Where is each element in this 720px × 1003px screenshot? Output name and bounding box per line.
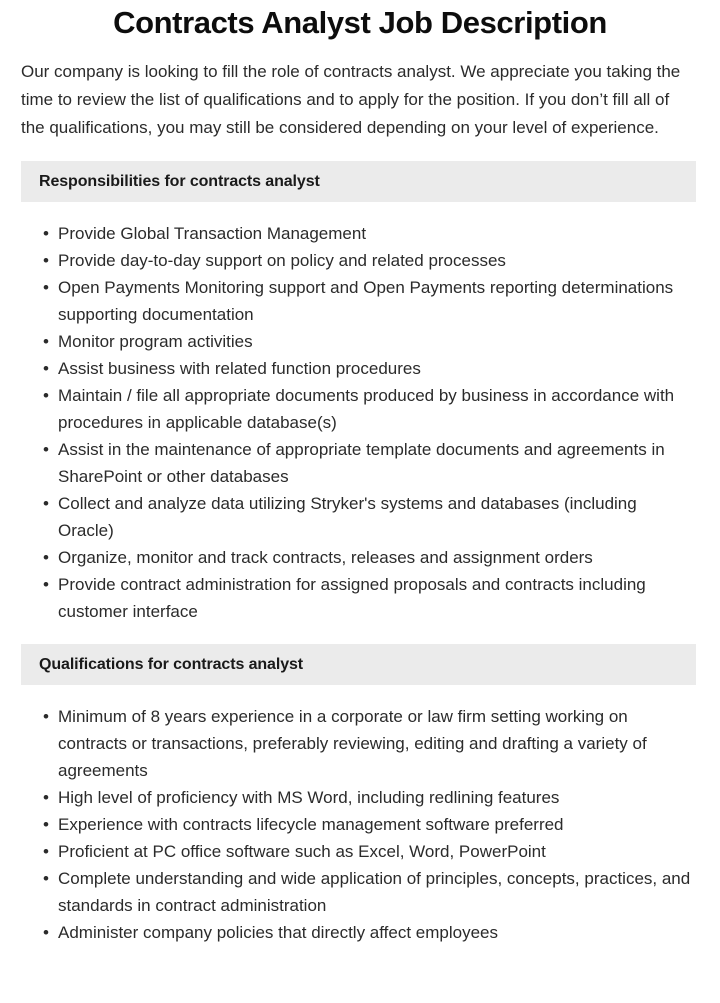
list-item-text: Monitor program activities	[58, 332, 253, 351]
list-item	[43, 919, 692, 946]
list-item-text: Complete understanding and wide application of principles, concepts, practices, and standards in contract administration	[58, 869, 691, 915]
bullet-icon: •	[43, 332, 49, 351]
list-item-text: Provide contract administration for assigned proposals and contracts including customer interface	[58, 575, 646, 621]
list-item	[43, 436, 692, 490]
list-item-text: Assist business with related function procedures	[58, 359, 421, 378]
list-item-text: Maintain / file all appropriate documents produced by business in accordance with procedures in applicable database(s)	[58, 386, 675, 432]
list-item	[43, 571, 692, 625]
bullet-icon: •	[43, 815, 49, 834]
list-item	[43, 220, 692, 247]
list-item	[43, 382, 692, 436]
responsibilities-list	[0, 202, 720, 625]
section-responsibilities	[0, 161, 720, 625]
bullet-icon: •	[43, 548, 49, 567]
list-item-text: High level of proficiency with MS Word, including redlining features	[58, 788, 560, 807]
section-heading-label: Responsibilities for contracts analyst	[39, 172, 320, 190]
section-qualifications	[0, 644, 720, 946]
bullet-icon: •	[43, 386, 49, 405]
list-item	[43, 274, 692, 328]
list-item	[43, 838, 692, 865]
list-item-text: Provide day-to-day support on policy and related processes	[58, 251, 506, 270]
list-item	[43, 703, 692, 784]
bullet-icon: •	[43, 788, 49, 807]
bullet-icon: •	[43, 923, 49, 942]
list-item-text: Collect and analyze data utilizing Stryker's systems and databases (including Oracle)	[58, 494, 637, 540]
bullet-icon: •	[43, 494, 49, 513]
list-item	[43, 328, 692, 355]
bullet-icon: •	[43, 842, 49, 861]
section-heading-label: Qualifications for contracts analyst	[39, 655, 304, 673]
bullet-icon: •	[43, 224, 49, 243]
list-item	[43, 247, 692, 274]
list-item	[43, 544, 692, 571]
list-item-text: Organize, monitor and track contracts, releases and assignment orders	[58, 548, 593, 567]
list-item-text: Administer company policies that directly affect employees	[58, 923, 498, 942]
list-item-text: Provide Global Transaction Management	[58, 224, 367, 243]
section-header-qualifications	[21, 644, 696, 685]
list-item	[43, 355, 692, 382]
bullet-icon: •	[43, 251, 49, 270]
list-item-text: Minimum of 8 years experience in a corporate or law firm setting working on contracts or transactions, preferably reviewing, editing and drafting a variety of agreements	[58, 707, 647, 780]
qualifications-list	[0, 685, 720, 946]
list-item-text: Experience with contracts lifecycle management software preferred	[58, 815, 564, 834]
bullet-icon: •	[43, 869, 49, 888]
list-item	[43, 784, 692, 811]
section-header-responsibilities	[21, 161, 696, 202]
bullet-icon: •	[43, 575, 49, 594]
intro-paragraph: Our company is looking to fill the role of contracts analyst. We appreciate you taking the time to review the list of qualifications and to apply for the position. If you don’t fill all of the qualifications, you may still be considered depending on your level of experience.	[21, 62, 681, 137]
list-item-text: Assist in the maintenance of appropriate template documents and agreements in SharePoint or other databases	[58, 440, 665, 486]
page-title: Contracts Analyst Job Description	[113, 5, 607, 40]
list-item	[43, 811, 692, 838]
bullet-icon: •	[43, 359, 49, 378]
list-item	[43, 490, 692, 544]
bullet-icon: •	[43, 278, 49, 297]
list-item	[43, 865, 692, 919]
bullet-icon: •	[43, 440, 49, 459]
list-item-text: Proficient at PC office software such as Excel, Word, PowerPoint	[58, 842, 546, 861]
bullet-icon: •	[43, 707, 49, 726]
list-item-text: Open Payments Monitoring support and Open Payments reporting determinations supporting documentation	[58, 278, 674, 324]
